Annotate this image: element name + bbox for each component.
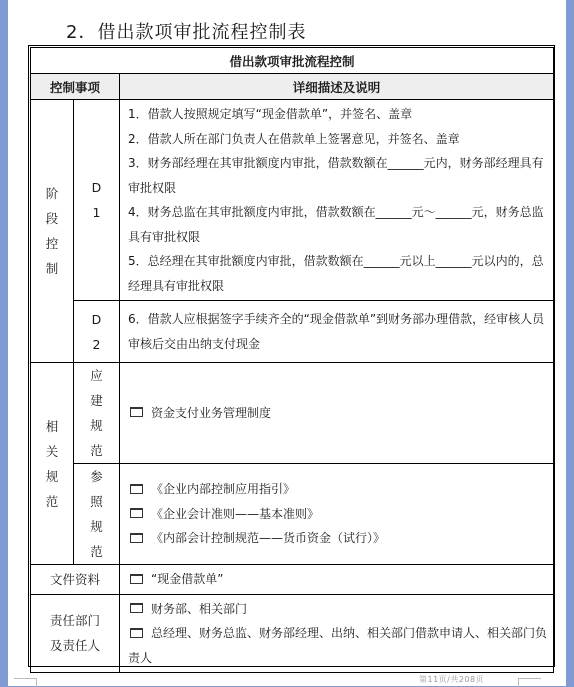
stage-control-label: 阶 段 控 制 [31,100,74,363]
approval-control-table [30,47,554,673]
reference-norms-label: 参 照 规 范 [74,464,120,565]
d1-line-1: 1．借款人按照规定填写“现金借款单”，并签名、盖章 [128,107,413,121]
table-title: 借出款项审批流程控制 [31,48,554,74]
list-item: 资金支付业务管理制度 [128,401,549,426]
folder-icon [130,574,143,584]
d1-description [120,100,554,301]
list-item: “现金借款单” [128,567,549,592]
folder-icon [130,628,143,638]
related-norms-label: 相 关 规 范 [31,363,74,565]
applicable-norms-label: 应 建 规 范 [74,363,120,464]
d1-line-4: 4．财务总监在其审批额度内审批，借款数额在______元～______元，财务总监具有审批权限 [128,205,544,244]
d1-line-5: 5．总经理在其审批额度内审批，借款数额在______元以上______元以内的，总经理具有审批权限 [128,254,544,293]
folder-icon [130,508,143,518]
folder-icon [130,533,143,543]
list-item: 财务部、相关部门 [128,597,549,622]
applicable-norms-list [120,363,554,464]
page-number: 第11页/共208页 [419,675,485,684]
documents-list [120,565,554,595]
header-detail: 详细描述及说明 [120,74,554,100]
list-item: 总经理、财务总监、财务部经理、出纳、相关部门借款申请人、相关部门负责人 [128,626,548,665]
list-item: 《企业内部控制应用指引》 [128,477,549,502]
reference-norms-list [120,464,554,565]
responsible-list [120,594,554,673]
d2-label: D 2 [74,301,120,363]
list-item: 《内部会计控制规范——货币资金（试行）》 [128,526,549,551]
d1-line-3: 3．财务部经理在其审批额度内审批，借款数额在______元内，财务部经理具有审批权限 [128,156,544,195]
d2-description: 6．借款人应根据签字手续齐全的“现金借款单”到财务部办理借款，经审核人员审核后交由出纳支付现金 [120,301,554,363]
responsible-label: 责任部门 及责任人 [31,594,120,673]
d1-line-2: 2．借款人所在部门负责人在借款单上签署意见，并签名、盖章 [128,131,460,146]
d1-label: D 1 [74,100,120,301]
section-heading: 2．借出款项审批流程控制表 [66,22,307,43]
documents-label: 文件资料 [31,565,120,595]
folder-icon [130,484,143,494]
folder-icon [130,603,143,613]
folder-icon [130,407,143,417]
list-item: 《企业会计准则——基本准则》 [128,502,549,527]
header-control-item: 控制事项 [31,74,120,100]
